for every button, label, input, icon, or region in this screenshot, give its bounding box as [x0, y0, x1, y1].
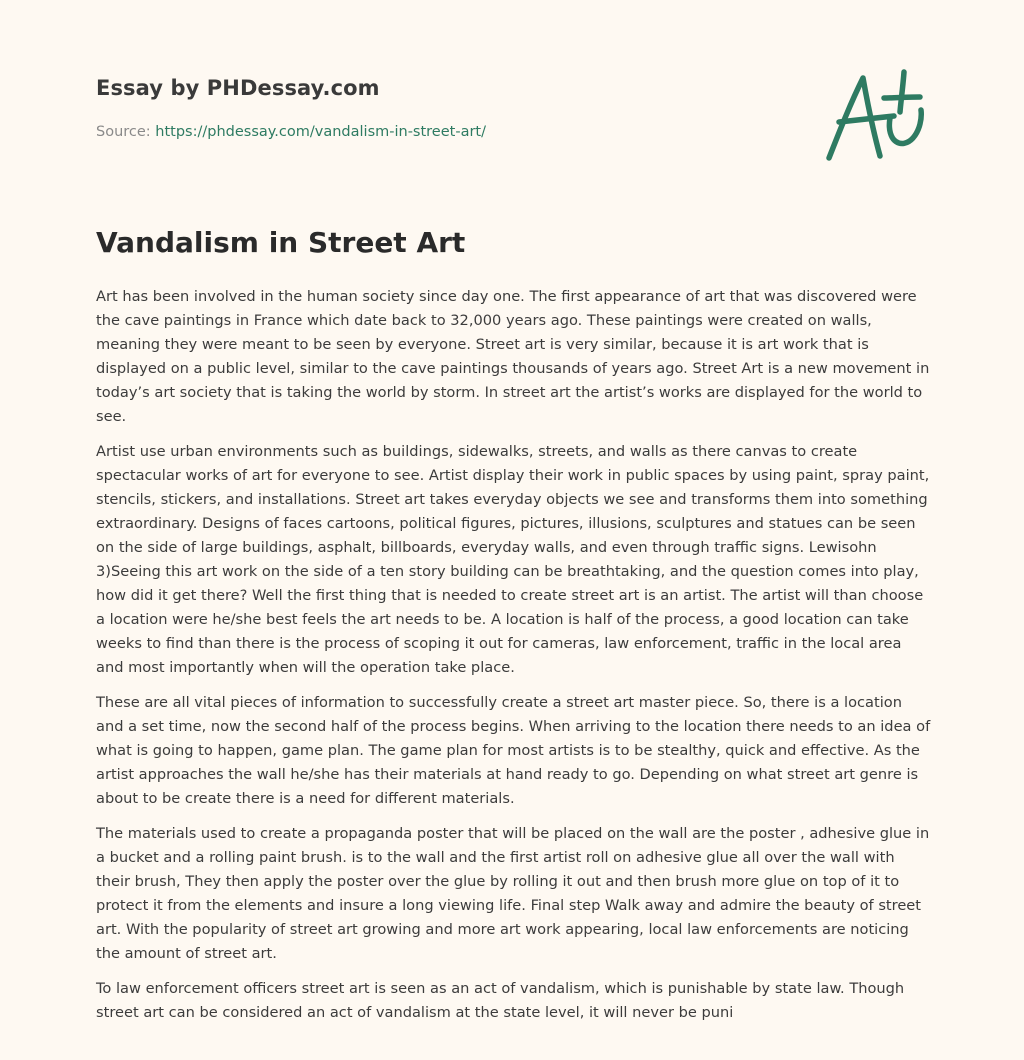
source-label: Source: [96, 124, 151, 140]
essay-paragraph-4: The materials used to create a propaganda poster that will be placed on the wall are the poster , adhesive glue in a bucket and a rolling paint brush. is to the wall and the first artist roll on adhesive glue all over the wall with their brush, They then apply the poster over the glue by rolling it out and then brush more glue on top of it to protect it from the elements and insure a long viewing life. Final step Walk away and admire the beauty of street art. With the popularity of street art growing and more art work appearing, local law enforcements are noticing the amount of street art. [96, 825, 930, 962]
essay-paragraph-1: Art has been involved in the human society since day one. The first appearance of art that was discovered were the cave paintings in France which date back to 32,000 years ago. These paintings were created on walls, meaning they were meant to be seen by everyone. Street art is very similar, because it is art work that is displayed on a public level, similar to the cave paintings thousands of years ago. Street Art is a new movement in today’s art society that is taking the world by storm. In street art the artist’s works are displayed for the world to see. [96, 288, 930, 425]
essay-paragraph-5: To law enforcement officers street art is seen as an act of vandalism, which is punishable by state law. Though street art can be considered an act of vandalism at the state level, it will never be puni [96, 980, 905, 1021]
a-plus-logo-icon [818, 64, 934, 168]
essay-body [96, 285, 932, 1036]
essay-paragraph-3: These are all vital pieces of information to successfully create a street art master piece. So, there is a location and a set time, now the second half of the process begins. When arriving to the location there needs to an idea of what is going to happen, game plan. The game plan for most artists is to be stealthy, quick and effective. As the artist approaches the wall he/she has their materials at hand ready to go. Depending on what street art genre is about to be create there is a need for different materials. [96, 694, 931, 807]
essay-title: Vandalism in Street Art [96, 226, 466, 259]
source-link[interactable]: https://phdessay.com/vandalism-in-street-art/ [155, 124, 486, 140]
source-line [96, 124, 486, 140]
brand-title: Essay by PHDessay.com [96, 76, 380, 100]
essay-paragraph-2: Artist use urban environments such as buildings, sidewalks, streets, and walls as there canvas to create spectacular works of art for everyone to see. Artist display their work in public spaces by using paint, spray paint, stencils, stickers, and installations. Street art takes everyday objects we see and transforms them into something extraordinary. Designs of faces cartoons, political figures, pictures, illusions, sculptures and statues can be seen on the side of large buildings, asphalt, billboards, everyday walls, and even through traffic signs. Lewisohn 3)Seeing this art work on the side of a ten story building can be breathtaking, and the question comes into play, how did it get there? Well the first thing that is needed to create street art is an artist. The artist will than choose a location were he/she best feels the art needs to be. A location is half of the process, a good location can take weeks to find than there is the process of scoping it out for cameras, law enforcement, traffic in the local area and most importantly when will the operation take place. [96, 443, 930, 676]
